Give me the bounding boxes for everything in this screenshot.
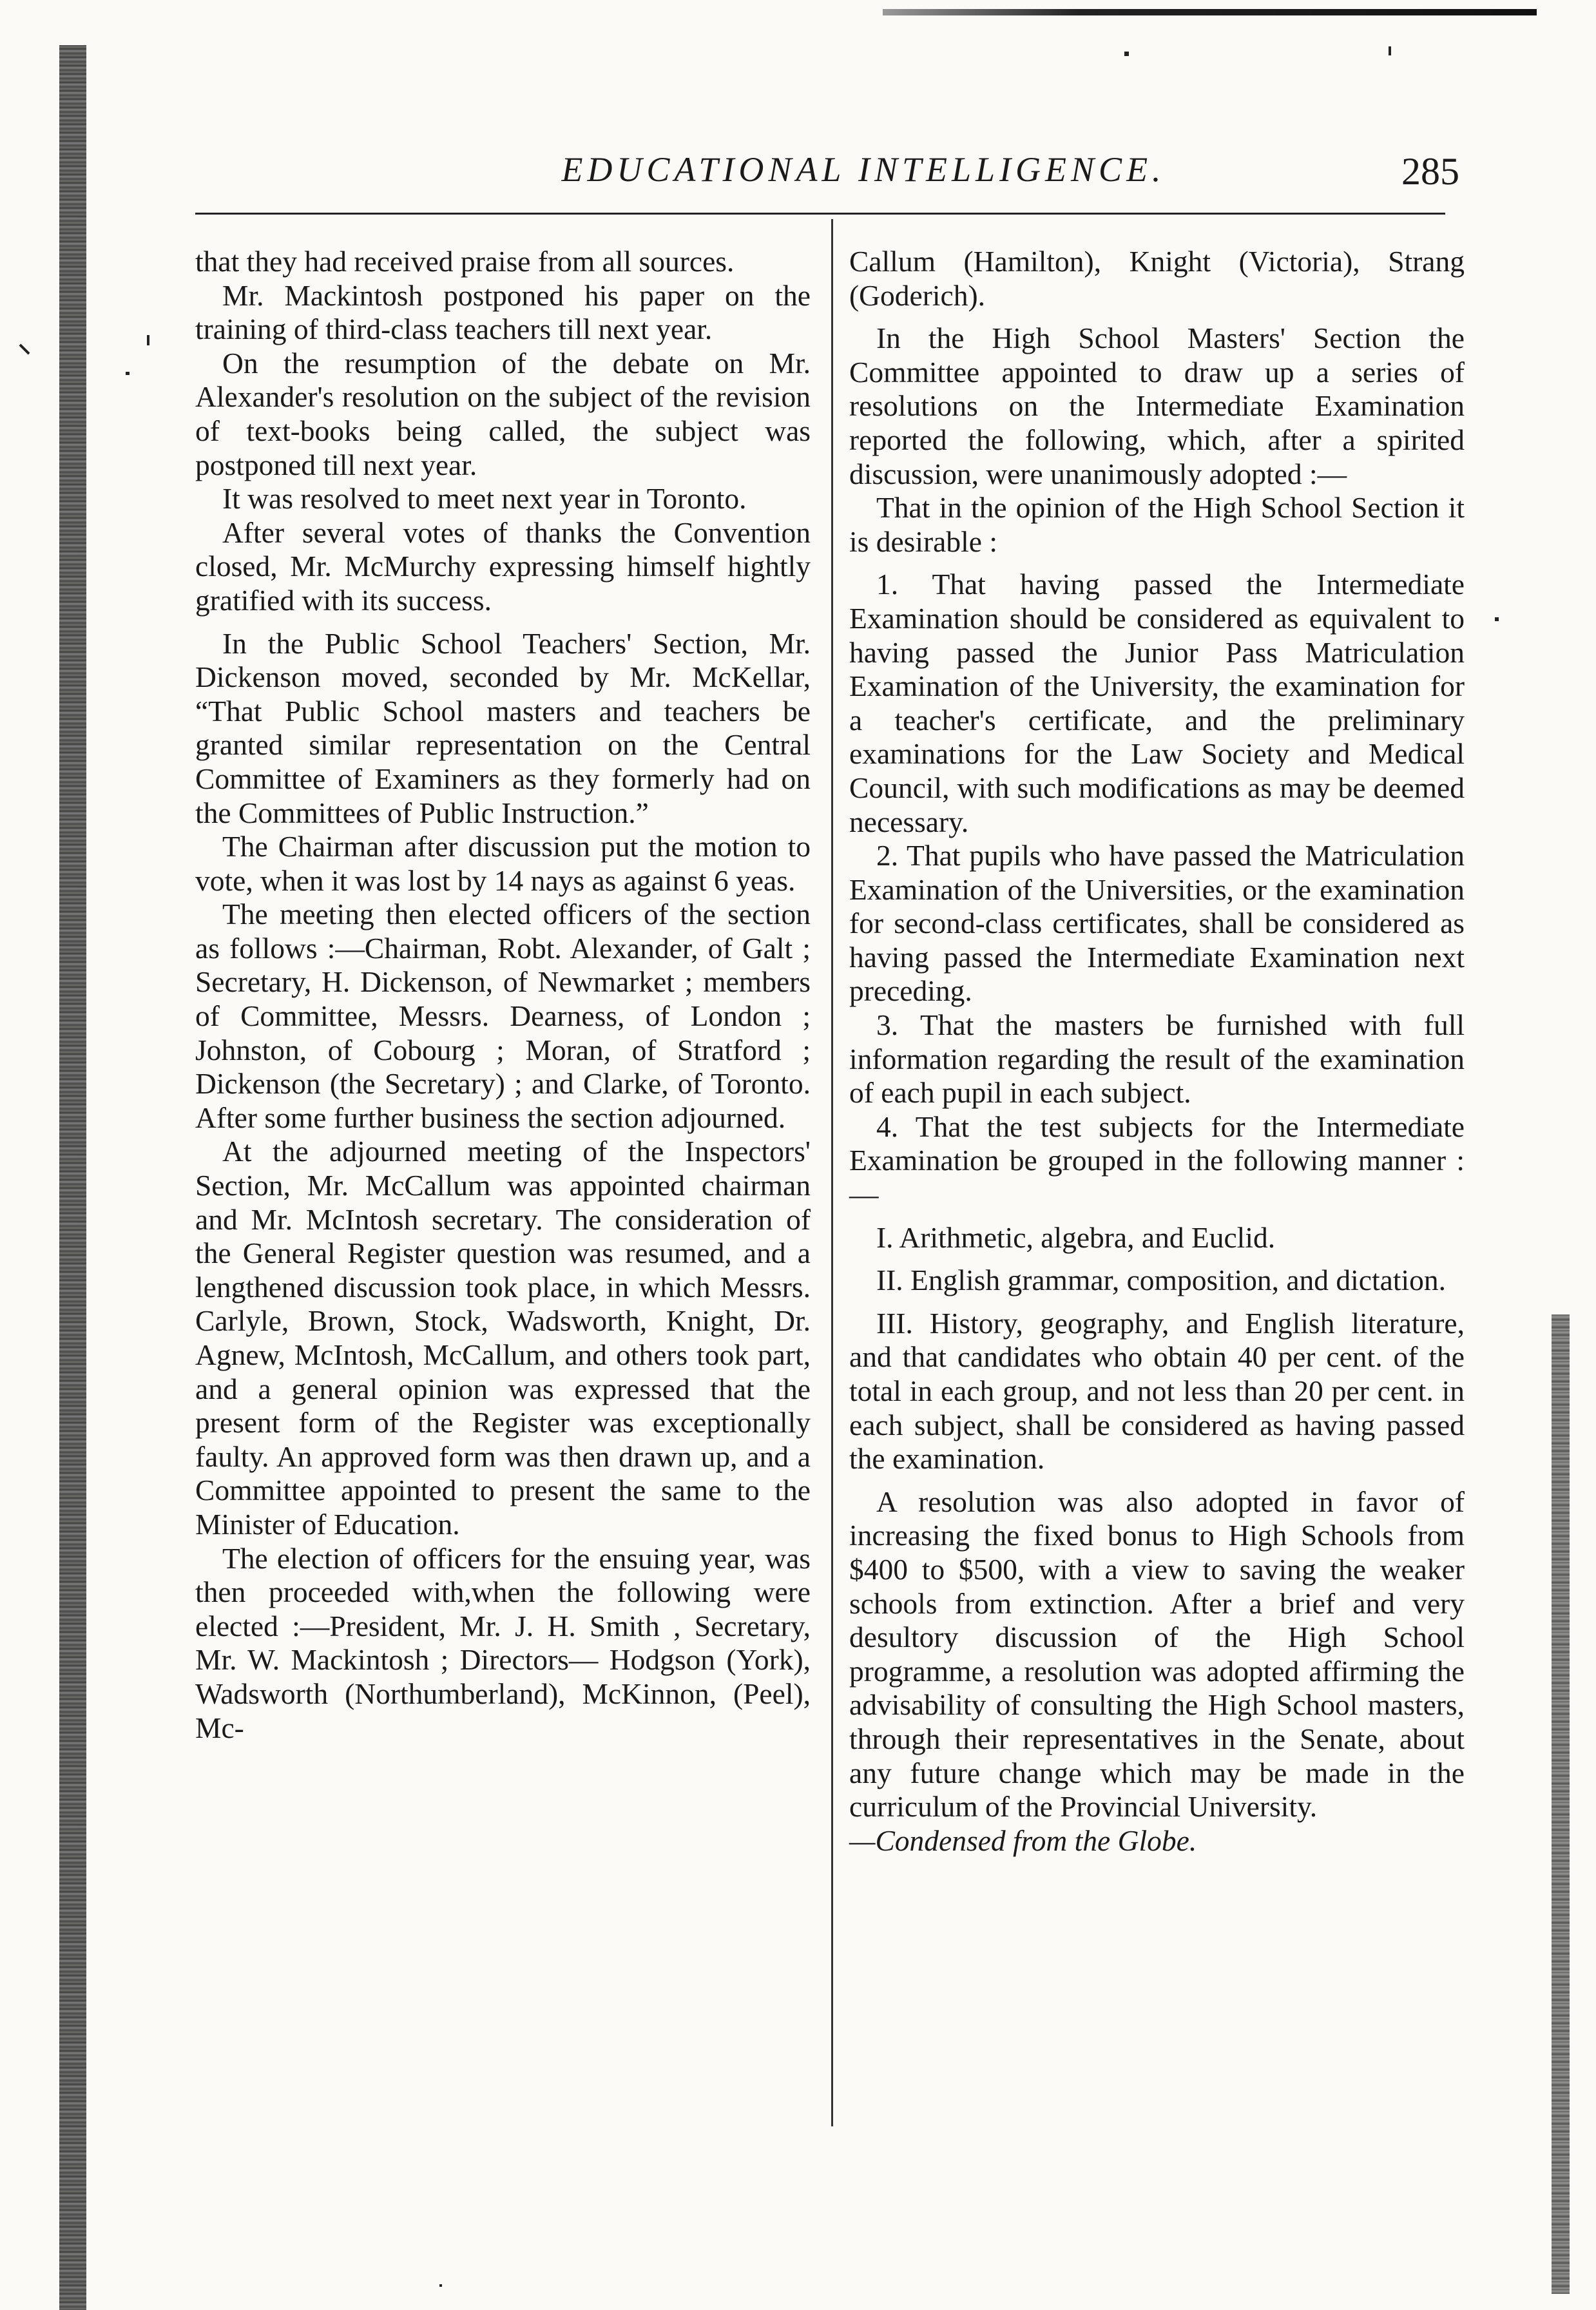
right-edge-shade bbox=[1552, 1314, 1570, 2294]
paragraph: In the High School Masters' Section the Committee appointed to draw up a series of resolutions on the Intermediate Examination reported the following, which, after a spirited discussion, were unanimously adopted :— bbox=[849, 322, 1465, 490]
paragraph: That in the opinion of the High School Section it is desirable : bbox=[849, 491, 1465, 558]
running-head: EDUCATIONAL INTELLIGENCE. bbox=[561, 150, 1166, 189]
subject-group: I. Arithmetic, algebra, and Euclid. bbox=[876, 1220, 1276, 1254]
paragraph: After several votes of thanks the Convention closed, Mr. McMurchy expressing himself hightly gratified with its success. bbox=[195, 515, 811, 617]
paragraph: At the adjourned meeting of the Inspectors' Section, Mr. McCallum was appointed chairman and Mr. McIntosh secretary. The consideration of the General Register question was resumed, and a lengthened discussion took place, in which Messrs. Carlyle, Brown, Stock, Wadsworth, Knight, Dr. Agnew, McIntosh, McCallum, and others took part, and a general opinion was expressed that the present form of the Register was exceptionally faulty. An approved form was then drawn up, and a Committee appointed to present the same to the Minister of Education. bbox=[195, 1135, 811, 1541]
resolution-item: 2. That pupils who have passed the Matriculation Examination of the Universities, or the examination for second-class certificates, shall be considered as having passed the Intermediate Examination next preceding. bbox=[849, 839, 1465, 1008]
resolution-item: 3. That the masters be furnished with full information regarding the result of the examination of each pupil in each subject. bbox=[849, 1008, 1465, 1110]
header-rule bbox=[195, 213, 1445, 215]
left-column bbox=[195, 245, 811, 1745]
subject-group: III. History, geography, and English literature, and that candidates who obtain 40 per cent. of the total in each group, and not less than 20 per cent. in each subject, shall be considered as having passed the examination. bbox=[849, 1306, 1465, 1476]
paragraph: Mr. Mackintosh postponed his paper on the training of third-class teachers till next year. bbox=[195, 278, 811, 346]
paragraph: On the resumption of the debate on Mr. Alexander's resolution on the subject of the revision of text-books being called, the subject was postponed till next year. bbox=[195, 346, 811, 481]
paragraph: A resolution was also adopted in favor of increasing the fixed bonus to High Schools from $400 to $500, with a view to saving the weaker schools from extinction. After a brief and very desultory discussion of the High School programme, a resolution was adopted affirming the advisability of consulting the High School masters, through their representatives in the Senate, about any future change which may be made in the curriculum of the Provincial University. bbox=[849, 1485, 1465, 1824]
column-divider bbox=[831, 219, 833, 2126]
paragraph: It was resolved to meet next year in Toronto. bbox=[222, 482, 747, 515]
paragraph: Callum (Hamilton), Knight (Victoria), Strang (Goderich). bbox=[849, 245, 1465, 312]
source-credit: —Condensed from the Globe. bbox=[849, 1824, 1197, 1857]
page-number: 285 bbox=[1401, 150, 1459, 193]
paragraph: that they had received praise from all sources. bbox=[195, 245, 735, 278]
binding-edge bbox=[59, 45, 86, 2310]
paragraph: In the Public School Teachers' Section, Mr. Dickenson moved, seconded by Mr. McKellar, “That Public School masters and teachers be granted similar representation on the Central Committee of Examiners as they formerly had on the Committees of Public Instruction.” bbox=[195, 626, 811, 829]
resolution-item: 1. That having passed the Intermediate Examination should be considered as equivalent to having passed the Junior Pass Matriculation Examination of the University, the examination for a teacher's certificate, and the preliminary examinations for the Law Society and Medical Council, with such modifications as may be deemed necessary. bbox=[849, 568, 1465, 838]
subject-group: II. English grammar, composition, and dictation. bbox=[876, 1264, 1446, 1297]
paragraph: The election of officers for the ensuing year, was then proceeded with,when the following were elected :—President, Mr. J. H. Smith , Secretary, Mr. W. Mackintosh ; Directors— Hodgson (York), Wadsworth (Northumberland), McKinnon, (Peel), Mc- bbox=[195, 1541, 811, 1744]
paragraph: The meeting then elected officers of the section as follows :—Chairman, Robt. Alexander, of Galt ; Secretary, H. Dickenson, of Newmarket ; members of Committee, Messrs. Dearness, of London ; Johnston, of Cobourg ; Moran, of Stratford ; Dickenson (the Secretary) ; and Clarke, of Toronto. After some further business the section adjourned. bbox=[195, 898, 811, 1134]
scan-top-rule bbox=[883, 9, 1537, 15]
paragraph: The Chairman after discussion put the motion to vote, when it was lost by 14 nays as against 6 yeas. bbox=[195, 830, 811, 897]
right-column bbox=[849, 245, 1465, 1858]
resolution-item: 4. That the test subjects for the Intermediate Examination be grouped in the following manner :— bbox=[849, 1110, 1465, 1211]
